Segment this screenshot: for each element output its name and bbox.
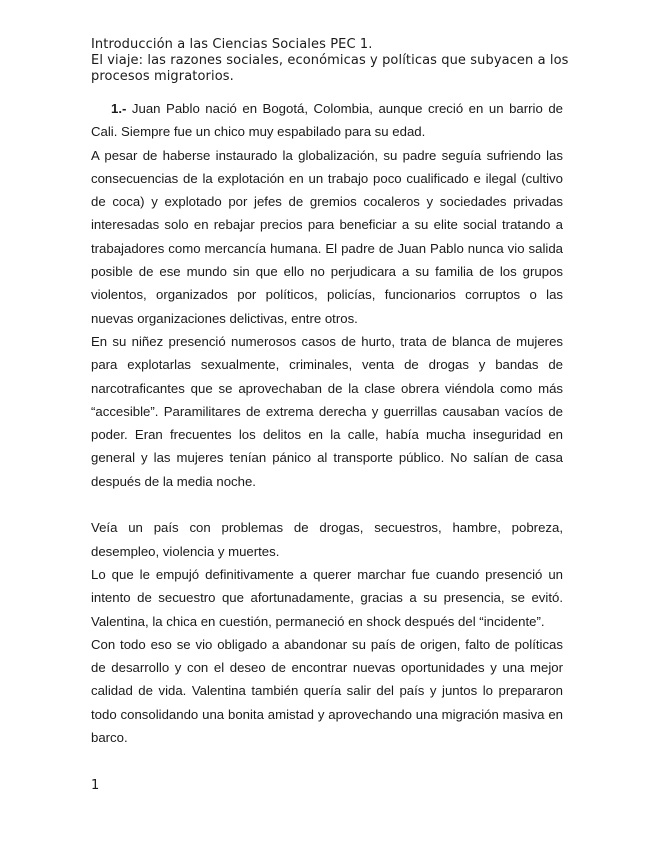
paragraph-intro-text: Juan Pablo nació en Bogotá, Colombia, aunque creció en un barrio de Cali. Siempre fue un chico muy espabilado para su edad.: [91, 101, 563, 140]
paragraph-kidnapping: Lo que le empujó definitivamente a querer marchar fue cuando presenció un intento de secuestro que afortunadamente, gracias a su presencia, se evitó. Valentina, la chica en cuestión, permaneció en shock después del “incidente”.: [91, 566, 563, 629]
paragraph-spacer: [91, 493, 563, 516]
paragraph-intro: [91, 97, 563, 144]
paragraph-departure: Con todo eso se vio obligado a abandonar su país de origen, falto de políticas de desarrollo y con el deseo de encontrar nuevas oportunidades y una mejor calidad de vida. Valentina también quería salir del país y juntos lo prepararon todo consolidando una bonita amistad y aprovechando una migración masiva en barco.: [91, 636, 563, 746]
header-essay-title-cont: procesos migratorios.: [91, 69, 234, 84]
page-number: 1: [91, 778, 100, 793]
paragraph-country: Veía un país con problemas de drogas, secuestros, hambre, pobreza, desempleo, violencia y muertes.: [91, 520, 563, 559]
paragraph-father: A pesar de haberse instaurado la globalización, su padre seguía sufriendo las consecuencias de la explotación en un trabajo poco cualificado e ilegal (cultivo de coca) y explotado por jefes de gremios cocaleros y sociedades privadas interesadas solo en rebajar precios para beneficiar a su elite social tratando a trabajadores como mercancía humana. El padre de Juan Pablo nunca vio salida posible de ese mundo sin que ello no perjudicara a su familia de los grupos violentos, organizados por políticos, policías, funcionarios corruptos o las nuevas organizaciones delictivas, entre otros.: [91, 147, 563, 326]
section-number: 1.-: [111, 101, 127, 116]
header-essay-title: El viaje: las razones sociales, económicas y políticas que subyacen a los: [91, 53, 569, 68]
document-body: [91, 97, 563, 749]
document-header: [91, 37, 571, 85]
paragraph-childhood: En su niñez presenció numerosos casos de hurto, trata de blanca de mujeres para explotarlas sexualmente, criminales, venta de drogas y bandas de narcotraficantes que se aprovechaban de la clase obrera viéndola como más “accesible”. Paramilitares de extrema derecha y guerrillas causaban vacíos de poder. Eran frecuentes los delitos en la calle, había mucha inseguridad en general y las mujeres tenían pánico al transporte público. No salían de casa después de la media noche.: [91, 333, 563, 489]
header-course-title: Introducción a las Ciencias Sociales PEC 1.: [91, 37, 373, 52]
